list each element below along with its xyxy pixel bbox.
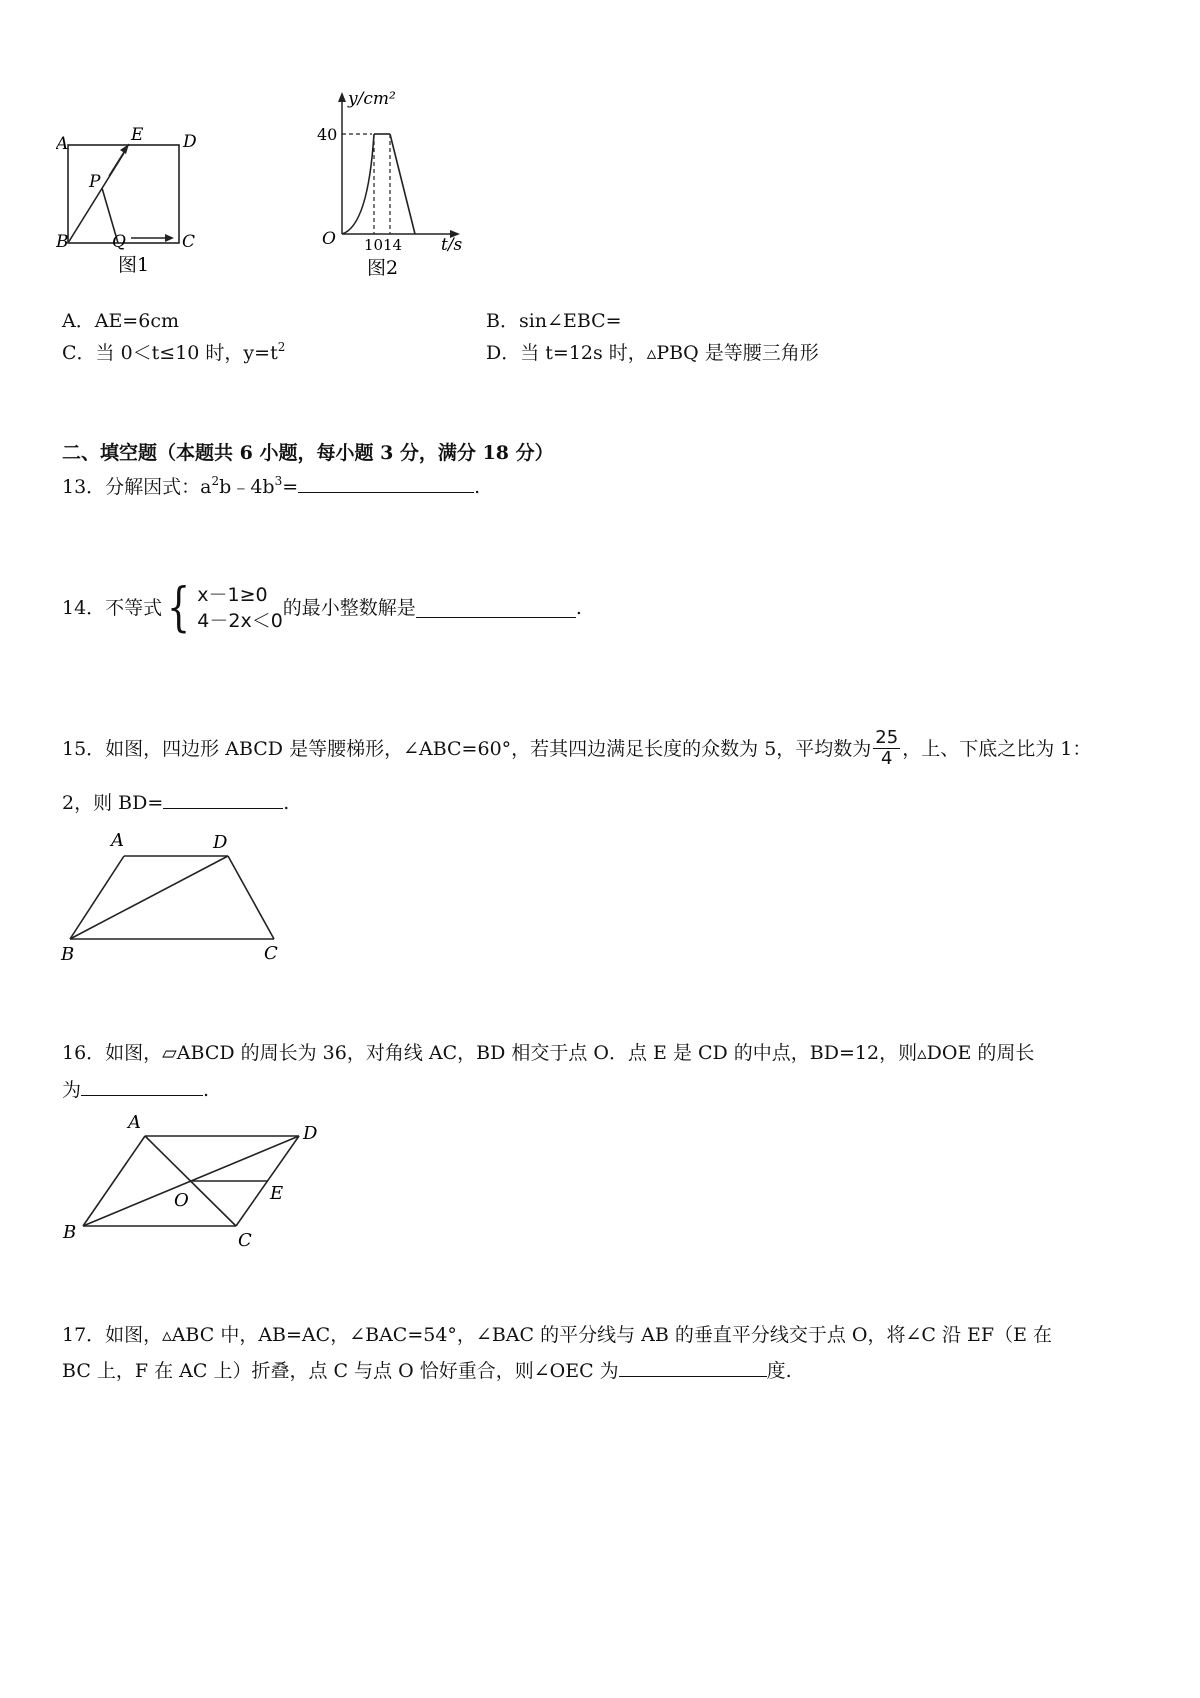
q15-fraction bbox=[873, 728, 900, 769]
fig1-label-d: D bbox=[183, 132, 197, 152]
q14-line-1: x－1≥0 bbox=[197, 584, 268, 606]
q15-answer-blank[interactable] bbox=[163, 790, 283, 809]
q16-answer-blank[interactable] bbox=[81, 1077, 203, 1096]
fig1-caption: 图1 bbox=[118, 254, 150, 276]
q15-label-b: B bbox=[61, 944, 75, 965]
q15-label-a: A bbox=[111, 830, 124, 851]
q16-label-a: A bbox=[128, 1112, 141, 1133]
q15-frac-num: 25 bbox=[875, 727, 899, 748]
q14-brace: { bbox=[167, 578, 191, 638]
figure-1 bbox=[56, 118, 206, 283]
q13-sup-1: 2 bbox=[211, 474, 220, 488]
q12-option-b: B．sin∠EBC= bbox=[486, 310, 622, 332]
q16-figure-drawing bbox=[56, 1108, 336, 1248]
q14-prefix: 14．不等式 bbox=[62, 597, 163, 619]
q16-line2-prefix: 为 bbox=[62, 1079, 82, 1101]
question-15-line-1 bbox=[62, 728, 1091, 769]
q13-eq: = bbox=[282, 476, 299, 498]
q15-end: . bbox=[283, 792, 290, 814]
q13-sup-2: 3 bbox=[274, 474, 283, 488]
q12-option-a: A．AE=6cm bbox=[62, 310, 179, 332]
q16-label-e: E bbox=[270, 1183, 284, 1204]
q13-end: . bbox=[474, 476, 481, 498]
fig2-y-axis-label: y/cm² bbox=[348, 89, 396, 109]
question-17-line-2 bbox=[62, 1358, 792, 1383]
q12-option-c bbox=[62, 341, 285, 365]
fig1-label-b: B bbox=[56, 232, 69, 252]
q15-figure-drawing bbox=[56, 826, 296, 966]
question-17-line-1: 17．如图，▵ABC 中，AB=AC，∠BAC=54°，∠BAC 的平分线与 AB 的垂直平分线交于点 O，将∠C 沿 EF（E 在 bbox=[62, 1324, 1052, 1346]
q16-label-c: C bbox=[238, 1230, 252, 1248]
q13-prefix: 13．分解因式：a bbox=[62, 476, 212, 498]
q14-suffix: 的最小整数解是 bbox=[282, 597, 416, 619]
figure-2-drawing bbox=[312, 86, 472, 281]
fig2-x-axis-label: t/s bbox=[441, 235, 463, 255]
question-15-line-2 bbox=[62, 790, 289, 815]
q14-inequality-system bbox=[162, 578, 283, 638]
q12-option-d: D．当 t=12s 时，▵PBQ 是等腰三角形 bbox=[486, 342, 819, 364]
fig1-label-q: Q bbox=[112, 232, 126, 252]
q16-figure bbox=[56, 1108, 336, 1248]
question-16-line-2 bbox=[62, 1077, 209, 1102]
question-14 bbox=[62, 578, 582, 638]
q15-line1-prefix: 15．如图，四边形 ABCD 是等腰梯形，∠ABC=60°，若其四边满足长度的众数为 5，平均数为 bbox=[62, 737, 872, 760]
section-2-title: 二、填空题（本题共 6 小题，每小题 3 分，满分 18 分） bbox=[62, 442, 554, 464]
q14-line-2: 4－2x＜0 bbox=[197, 610, 283, 632]
q16-label-b: B bbox=[63, 1222, 77, 1243]
fig1-label-c: C bbox=[182, 232, 196, 252]
q15-label-c: C bbox=[264, 943, 278, 964]
fig2-origin: O bbox=[322, 229, 336, 249]
fig2-y-tick: 40 bbox=[317, 125, 338, 144]
q13-answer-blank[interactable] bbox=[298, 474, 474, 493]
q15-figure bbox=[56, 826, 296, 966]
fig2-x-tick-10: 10 bbox=[364, 236, 384, 254]
fig1-label-p: P bbox=[89, 172, 101, 192]
fig2-caption: 图2 bbox=[367, 257, 399, 279]
figure-2 bbox=[312, 86, 472, 281]
q14-end: . bbox=[575, 597, 582, 619]
q14-answer-blank[interactable] bbox=[416, 599, 576, 618]
fig1-label-a: A bbox=[56, 134, 69, 154]
question-13 bbox=[62, 474, 480, 499]
q13-mid: b﹣4b bbox=[219, 476, 275, 498]
figure-1-drawing bbox=[56, 118, 206, 283]
question-16-line-1: 16．如图，▱ABCD 的周长为 36，对角线 AC，BD 相交于点 O．点 E 是 CD 的中点，BD=12，则▵DOE 的周长 bbox=[62, 1042, 1035, 1064]
q17-line2-prefix: BC 上，F 在 AC 上）折叠，点 C 与点 O 恰好重合，则∠OEC 为 bbox=[62, 1360, 619, 1382]
q12-option-c-sup: 2 bbox=[277, 340, 286, 354]
q17-answer-blank[interactable] bbox=[619, 1358, 767, 1377]
q16-label-o: O bbox=[174, 1190, 189, 1211]
q12-option-c-text: C．当 0＜t≤10 时，y=t bbox=[62, 342, 278, 364]
q15-line1-suffix: ，上、下底之比为 1： bbox=[902, 737, 1092, 760]
q15-line2-prefix: 2，则 BD= bbox=[62, 792, 164, 814]
q15-frac-den: 4 bbox=[881, 748, 893, 769]
q17-line2-suffix: 度. bbox=[766, 1360, 792, 1382]
q15-label-d: D bbox=[213, 832, 228, 853]
fig1-label-e: E bbox=[131, 125, 144, 145]
q16-label-d: D bbox=[303, 1123, 318, 1144]
fig2-x-tick-14: 14 bbox=[383, 236, 403, 254]
q16-end: . bbox=[203, 1079, 210, 1101]
